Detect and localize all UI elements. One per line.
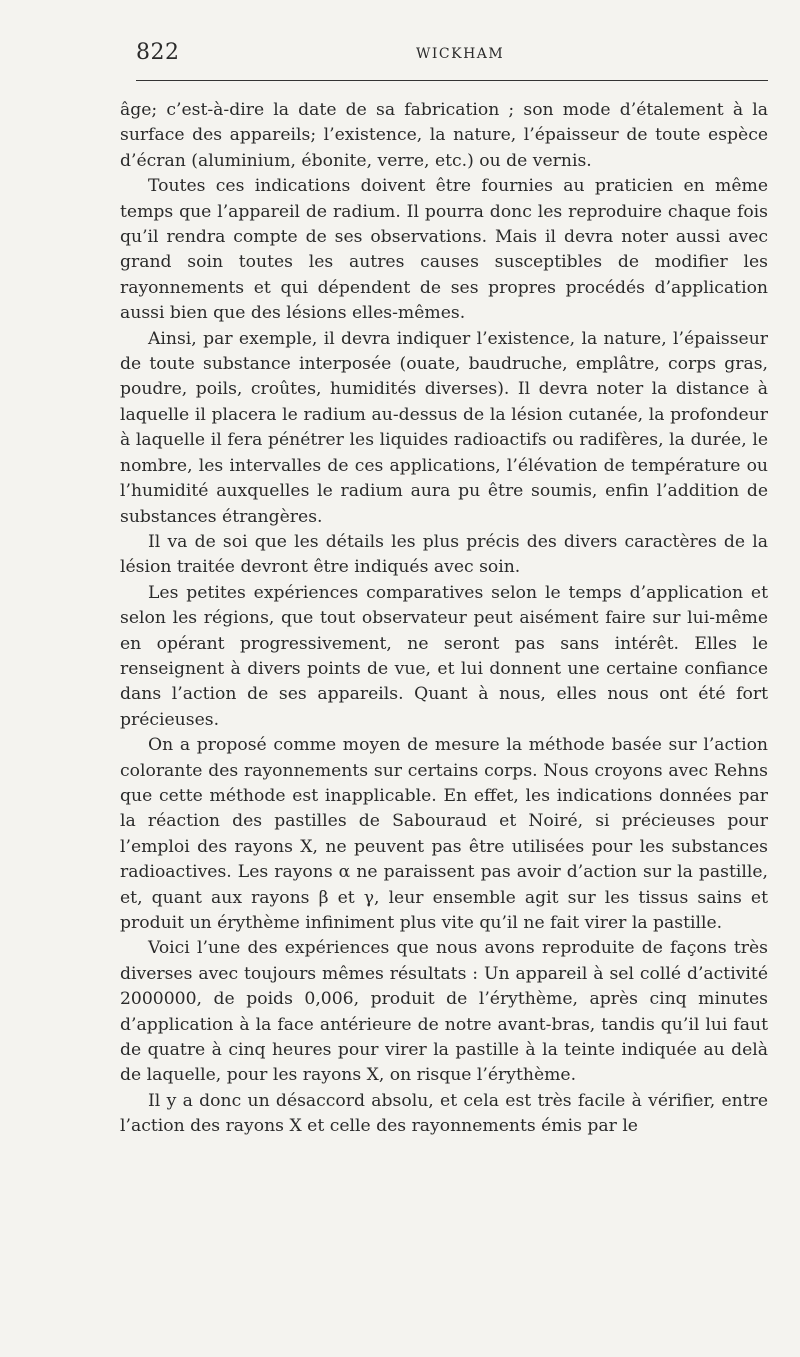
paragraph: Ainsi, par exemple, il devra indiquer l’existence, la nature, l’épaisseur de toute substance interposée (ouate, baudruche, emplâtre, corps gras, poudre, poils, croûtes, humidités diverses). Il devra noter la distance à laquelle il placera le radium au-dessus de la lésion cutanée, la profondeur à laquelle il fera pénétrer les liquides radioactifs ou radifères, la durée, le nombre, les intervalles de ces applications, l’élévation de température ou l’humidité auxquelles le radium aura pu être soumis, enfin l’addition de substances étrangères. <box>120 328 768 527</box>
paragraph: Il y a donc un désaccord absolu, et cela est très facile à vérifier, entre l’action des rayons X et celle des rayonnements émis par le <box>120 1090 768 1137</box>
paragraph: Voici l’une des expériences que nous avons reproduite de façons très diverses avec toujours mêmes résultats : Un appareil à sel collé d’activité 2000000, de poids 0,006, produit de l’érythème, après cinq minutes d’application à la face antérieure de notre avant-bras, tandis qu’il lui faut de quatre à cinq heures pour virer la pastille à la teinte indiquée au delà de laquelle, pour les rayons X, on risque l’érythème. <box>120 938 768 1086</box>
paragraph: âge; c’est-à-dire la date de sa fabrication ; son mode d’étalement à la surface des appareils; l’existence, la nature, l’épaisseur de toute espèce d’écran (aluminium, ébonite, verre, etc.) ou de vernis. <box>120 100 768 171</box>
header-rule <box>136 80 768 81</box>
paragraph: Les petites expériences comparatives selon le temps d’application et selon les régions, que tout observateur peut aisément faire sur lui-même en opérant progressivement, ne seront pas sans intérêt. Elles le renseignent à divers points de vue, et lui donnent une certaine confiance dans l’action de ses appareils. Quant à nous, elles nous ont été fort précieuses. <box>120 582 768 730</box>
body-text <box>120 98 768 1140</box>
running-head <box>136 40 768 72</box>
page-number: 822 <box>136 40 180 65</box>
paragraph: Toutes ces indications doivent être fournies au praticien en même temps que l’appareil de radium. Il pourra donc les reproduire chaque fois qu’il rendra compte de ses observations. Mais il devra noter aussi avec grand soin toutes les autres causes susceptibles de modifier les rayonnements et qui dépendent de ses propres procédés d’application aussi bien que des lésions elles-mêmes. <box>120 176 768 324</box>
paragraph: Il va de soi que les détails les plus précis des divers caractères de la lésion traitée devront être indiqués avec soin. <box>120 531 768 578</box>
paragraph: On a proposé comme moyen de mesure la méthode basée sur l’action colorante des rayonnements sur certains corps. Nous croyons avec Rehns que cette méthode est inapplicable. En effet, les indications données par la réaction des pastilles de Sabouraud et Noiré, si précieuses pour l’emploi des rayons X, ne peuvent pas être utilisées pour les substances radioactives. Les rayons α ne paraissent pas avoir d’action sur la pastille, et, quant aux rayons β et γ, leur ensemble agit sur les tissus sains et produit un érythème infiniment plus vite qu’il ne fait virer la pastille. <box>120 735 768 933</box>
running-title: WICKHAM <box>416 46 505 62</box>
